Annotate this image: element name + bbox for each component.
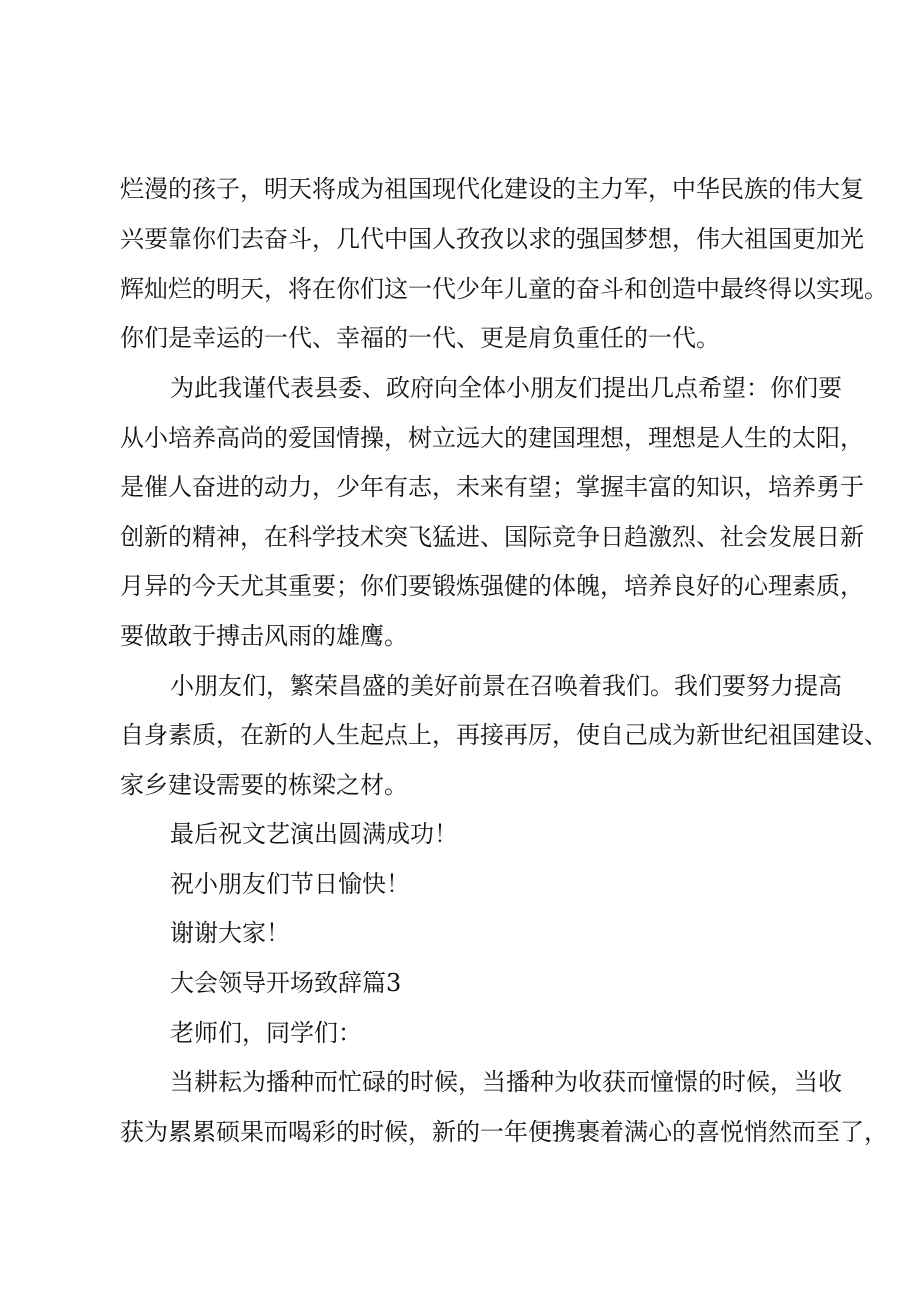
paragraph-line: 你们是幸运的一代、幸福的一代、更是肩负重任的一代。 (120, 324, 720, 352)
paragraph-line: 兴要靠你们去奋斗，几代中国人孜孜以求的强国梦想，伟大祖国更加光 (120, 225, 864, 253)
paragraph-line: 辉灿烂的明天，将在你们这一代少年儿童的奋斗和创造中最终得以实现。 (120, 275, 888, 303)
paragraph-line: 谢谢大家！ (170, 919, 290, 947)
paragraph-line: 烂漫的孩子，明天将成为祖国现代化建设的主力军，中华民族的伟大复 (120, 175, 864, 203)
paragraph-line: 当耕耘为播种而忙碌的时候，当播种为收获而憧憬的时候，当收 (170, 1068, 842, 1096)
paragraph-line: 自身素质，在新的人生起点上，再接再厉，使自己成为新世纪祖国建设、 (120, 721, 888, 749)
paragraph-line: 小朋友们，繁荣昌盛的美好前景在召唤着我们。我们要努力提高 (170, 672, 842, 700)
paragraph-line: 最后祝文艺演出圆满成功！ (170, 820, 458, 848)
paragraph-line: 为此我谨代表县委、政府向全体小朋友们提出几点希望：你们要 (170, 374, 842, 402)
paragraph-line: 从小培养高尚的爱国情操，树立远大的建国理想，理想是人生的太阳， (120, 424, 864, 452)
salutation: 老师们，同学们： (170, 1019, 362, 1047)
paragraph-line: 月异的今天尤其重要；你们要锻炼强健的体魄，培养良好的心理素质， (120, 572, 864, 600)
paragraph-line: 获为累累硕果而喝彩的时候，新的一年便携裹着满心的喜悦悄然而至了， (120, 1118, 888, 1146)
paragraph-line: 创新的精神，在科学技术突飞猛进、国际竞争日趋激烈、社会发展日新 (120, 523, 864, 551)
paragraph-line: 家乡建设需要的栋梁之材。 (120, 771, 408, 799)
paragraph-line: 祝小朋友们节日愉快！ (170, 870, 410, 898)
paragraph-line: 是催人奋进的动力，少年有志，未来有望；掌握丰富的知识，培养勇于 (120, 473, 864, 501)
section-heading: 大会领导开场致辞篇3 (170, 969, 402, 997)
paragraph-line: 要做敢于搏击风雨的雄鹰。 (120, 622, 408, 650)
